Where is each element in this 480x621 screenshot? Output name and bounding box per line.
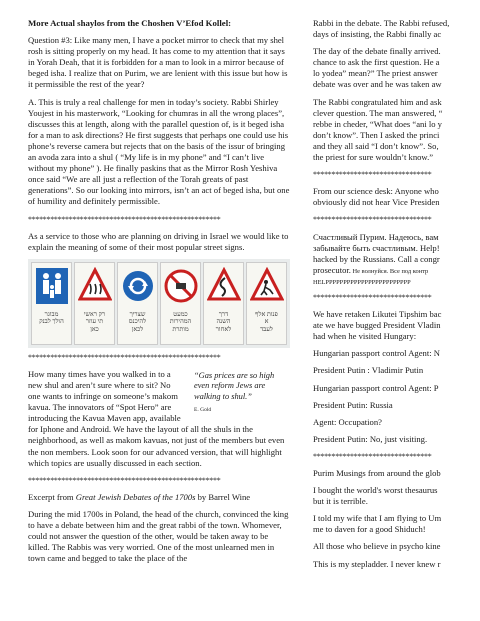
excerpt-author: by Barrel Wine bbox=[195, 491, 251, 502]
sign-card bbox=[117, 262, 158, 345]
dialog-4: President Putin: Russia bbox=[313, 399, 393, 410]
left-column bbox=[28, 0, 290, 570]
divider: ******************************** bbox=[313, 170, 432, 180]
divider: **************************************************** bbox=[28, 475, 221, 485]
science-desk-2: obviously did not hear Vice Presiden bbox=[313, 197, 440, 208]
russian-1: Счастливый Пурим. Надеюсь, вам bbox=[313, 231, 439, 242]
divider: ******************************** bbox=[313, 215, 432, 225]
sign-card bbox=[31, 262, 72, 345]
street-signs-image bbox=[28, 259, 290, 348]
story-cont-9: rebbe in cheder, “What does “ani lo y bbox=[313, 118, 442, 129]
quote-text: “Gas prices are so high even reform Jews are walking to shul.” bbox=[194, 370, 275, 402]
russian-small-text: Не волнуйся. Все под контр bbox=[350, 267, 429, 275]
divider: **************************************************** bbox=[28, 214, 221, 224]
sign-caption: מבוגר הולך לבנק bbox=[39, 310, 64, 326]
sign-card bbox=[203, 262, 244, 345]
article-title: More Actual shaylos from the Choshen V’Efod Kollel: bbox=[28, 18, 232, 28]
story-cont-4: chance to ask the first question. He a bbox=[313, 57, 440, 68]
likutei-2: ate we have bugged President Vladin bbox=[313, 320, 441, 331]
help-text: HELPPPPPPPPPPPPPPPPPPPPPPPP bbox=[313, 278, 411, 286]
roundabout-sign-icon bbox=[121, 267, 155, 305]
story-cont-5: lo yodea” mean?” The priest answer bbox=[313, 68, 438, 79]
russian-4 bbox=[313, 265, 480, 277]
russian-3: hacked by the Russians. Call a congr bbox=[313, 253, 440, 264]
dialog-6: President Putin: No, just visiting. bbox=[313, 433, 428, 444]
musing-2: I told my wife that I am flying to Um bbox=[313, 513, 442, 524]
divider: **************************************************** bbox=[28, 352, 221, 362]
israel-signs-intro: As a service to those who are planning on driving in Israel we would like to explain the meaning of some of their most popular street signs. bbox=[28, 230, 289, 252]
sign-caption: דרך השנה לאחור bbox=[215, 310, 232, 333]
likutei-3: had when he visited Hungary: bbox=[313, 331, 417, 342]
excerpt-prefix: Excerpt from bbox=[28, 491, 76, 502]
story-cont-7: The Rabbi congratulated him and ask bbox=[313, 96, 442, 107]
story-cont-2: days of insisting, the Rabbi finally ac bbox=[313, 29, 442, 40]
parents-child-sign-icon bbox=[35, 267, 69, 305]
story-cont-1: Rabbi in the debate. The Rabbi refused, bbox=[313, 18, 450, 28]
dialog-2: President Putin : Vladimir Putin bbox=[313, 365, 424, 376]
prosecutor-word: prosecutor. bbox=[313, 264, 351, 275]
science-desk-1: From our science desk: Anyone who bbox=[313, 186, 439, 197]
no-entry-sign-icon bbox=[164, 267, 198, 305]
story-cont-3: The day of the debate finally arrived. bbox=[313, 46, 441, 57]
quote-author: E. Gold bbox=[194, 406, 212, 413]
sign-caption: שצריך להיכנס לכאן bbox=[128, 310, 147, 333]
warning-heat-sign-icon bbox=[78, 267, 112, 305]
sign-card bbox=[246, 262, 287, 345]
men-working-sign-icon bbox=[250, 267, 284, 305]
winding-road-sign-icon bbox=[207, 267, 241, 305]
dialog-5: Agent: Occupation? bbox=[313, 416, 382, 427]
sign-caption: כמעט המהירות מותרת bbox=[169, 310, 192, 333]
right-column bbox=[313, 0, 480, 576]
musing-3: All those who believe in psycho kine bbox=[313, 541, 441, 552]
musing-1b: but it is terrible. bbox=[313, 496, 368, 507]
musing-1: I bought the world's worst thesaurus bbox=[313, 485, 438, 496]
sign-caption: פנות אלף א לעבד bbox=[255, 310, 278, 333]
likutei-1: We have retaken Likutei Tipshim bac bbox=[313, 309, 442, 320]
sign-caption: רק ראשי תי עוזר כאן bbox=[83, 310, 106, 333]
musing-4: This is my stepladder. I never knew r bbox=[313, 558, 441, 569]
dialog-1: Hungarian passport control Agent: N bbox=[313, 348, 440, 359]
russian-2: забывайте быть счастливым. Help! bbox=[313, 242, 440, 253]
story-cont-12: the priest for sure wouldn’t know.” bbox=[313, 152, 434, 163]
musing-2b: me to daven for a good Shiduch! bbox=[313, 524, 426, 535]
divider: ******************************** bbox=[313, 451, 432, 461]
sign-card bbox=[74, 262, 115, 345]
divider: ******************************** bbox=[313, 292, 432, 302]
answer-3: A. This is truly a real challenge for men in today’s society. Rabbi Shirley Youjest in his masterwork, “Looking for chumras in all the wrong places”, discusses this at length, along with the parallel question of, is it beged isha for a man to ask directions? He first suggests that perhaps one could use his phone’s reverse camera but rejects that on the basis of the issur of bringing an avoda zara into a shul ( “My life is in my phone” and “I can’t live without my phone” ). He finally paskins that as the Mirror Rosh Yeshiva once said “We are all just a reflection of the Torah greats of past generations”. So our looking into mirrors, isn’t an act of beged isha, but one of humility and definitely permissible. bbox=[28, 96, 290, 207]
sign-card bbox=[160, 262, 201, 345]
book-title: Great Jewish Debates of the 1700s bbox=[75, 491, 196, 502]
excerpt-line bbox=[28, 492, 290, 503]
dialog-3: Hungarian passport control Agent: P bbox=[313, 382, 439, 393]
debate-story: During the mid 1700s in Poland, the head of the church, convinced the king to have a debate between him and the great rabbi of the town. Whomever, could not answer the question of the other, would be taken away to be killed. The Rabbis was very worried. One of the most unlearned men in town came and begged to take the place of the bbox=[28, 508, 289, 564]
kavua-maven-article: How many times have you walked in to a new shul and aren’t sure where to sit? No one wants to infringe on someone’s makom kavua. The innovators of “Spot Hero” are introducing the Kavua Maven app, available for Iphone and Android. We have the layout of all the shuls in the neighborhood, as well as makom kavuas, not just of the members but even the non members. Look soon for our advanced version, that will highlight which topics are usually discussed in each section. bbox=[28, 368, 285, 468]
story-cont-10: don’t know”. Then I asked the princi bbox=[313, 129, 440, 140]
musings-title: Purim Musings from around the glob bbox=[313, 468, 441, 478]
question-3: Question #3: Like many men, I have a pocket mirror to check that my shel rosh is sitting properly on my head. It has come to my attention that it says in Yorah Deah, that it is forbidden for a man to look in a mirror because of beged isha. I realize that on Purim, we are lenient with this issue but how is it permissible the rest of the year? bbox=[28, 35, 288, 90]
story-cont-8: clever question. The man answered, “ bbox=[313, 107, 443, 118]
pull-quote bbox=[194, 371, 290, 415]
story-cont-11: and they all said “I don’t know”. So, bbox=[313, 140, 439, 151]
story-cont-6: debate was over and he was taken aw bbox=[313, 79, 442, 90]
